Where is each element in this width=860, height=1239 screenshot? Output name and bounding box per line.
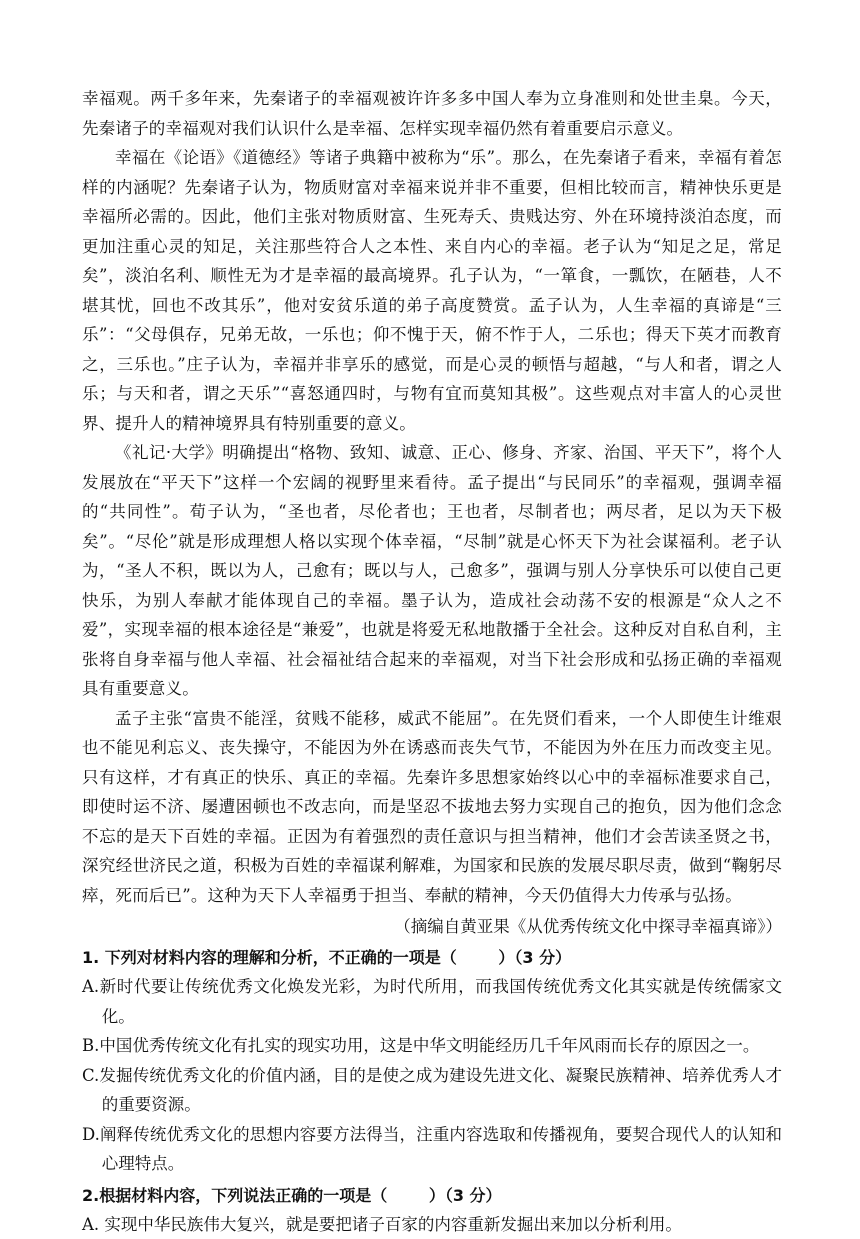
passage-paragraph: 《礼记·大学》明确提出“格物、致知、诚意、正心、修身、齐家、治国、平天下”，将个人发展放在“平天下”这样一个宏阔的视野里来看待。孟子提出“与民同乐”的幸福观，强调幸福的“共同性”。荀子认为，“圣也者，尽伦者也；王也者，尽制者也；两尽者，足以为天下极矣”。“尽伦”就是形成理想人格以实现个体幸福，“尽制”就是心怀天下为社会谋福利。老子认为，“圣人不积，既以为人，己愈有；既以与人，己愈多”，强调与别人分享快乐可以使自己更快乐，为别人奉献才能体现自己的幸福。墨子认为，造成社会动荡不安的根源是“众人之不爱”，实现幸福的根本途径是“兼爱”，也就是将爱无私地散播于全社会。这种反对自私自利，主张将自身幸福与他人幸福、社会福祉结合起来的幸福观，对当下社会形成和弘扬正确的幸福观具有重要意义。	[82, 438, 782, 704]
passage-paragraph: 孟子主张“富贵不能淫，贫贱不能移，威武不能屈”。在先贤们看来，一个人即使生计维艰也不能见利忘义、丧失操守，不能因为外在诱惑而丧失气节，不能因为外在压力而改变主见。只有这样，才有真正的快乐、真正的幸福。先秦许多思想家始终以心中的幸福标准要求自己，即使时运不济、屡遭困顿也不改志向，而是坚忍不拔地去努力实现自己的抱负，因为他们念念不忘的是天下百姓的幸福。正因为有着强烈的责任意识与担当精神，他们才会苦读圣贤之书，深究经世济民之道，积极为百姓的幸福谋利解难，为国家和民族的发展尽职尽责，做到“鞠躬尽瘁，死而后已”。这种为天下人幸福勇于担当、奉献的精神，今天仍值得大力传承与弘扬。	[82, 704, 782, 911]
passage-source: （摘编自黄亚果《从优秀传统文化中探寻幸福真谛》）	[82, 912, 782, 941]
question-stem	[82, 943, 782, 972]
question-score: ）（3 分）	[429, 1186, 502, 1205]
question-stem	[82, 1181, 782, 1210]
option-a: A.新时代要让传统优秀文化焕发光彩，为时代所用，而我国传统优秀文化其实就是传统儒家文化。	[82, 972, 782, 1031]
question-stem-text: 2.根据材料内容，下列说法正确的一项是（	[82, 1186, 387, 1205]
option-d: D.阐释传统优秀文化的思想内容要方法得当，注重内容选取和传播视角，要契合现代人的认知和心理特点。	[82, 1120, 782, 1179]
question-2	[82, 1181, 782, 1239]
option-a: A. 实现中华民族伟大复兴，就是要把诸子百家的内容重新发掘出来加以分析利用。	[82, 1210, 782, 1239]
question-1	[82, 943, 782, 1179]
passage	[82, 84, 782, 941]
question-stem-text: 1. 下列对材料内容的理解和分析，不正确的一项是（	[82, 948, 457, 967]
question-score: ）（3 分）	[498, 948, 571, 967]
option-b: B.中国优秀传统文化有扎实的现实功用，这是中华文明能经历几千年风雨而长存的原因之一。	[82, 1031, 782, 1061]
passage-paragraph: 幸福观。两千多年来，先秦诸子的幸福观被许许多多中国人奉为立身准则和处世圭臬。今天，先秦诸子的幸福观对我们认识什么是幸福、怎样实现幸福仍然有着重要启示意义。	[82, 84, 782, 143]
option-c: C.发掘传统优秀文化的价值内涵，目的是使之成为建设先进文化、凝聚民族精神、培养优秀人才的重要资源。	[82, 1061, 782, 1120]
passage-paragraph: 幸福在《论语》《道德经》等诸子典籍中被称为“乐”。那么，在先秦诸子看来，幸福有着怎样的内涵呢？先秦诸子认为，物质财富对幸福来说并非不重要，但相比较而言，精神快乐更是幸福所必需的。因此，他们主张对物质财富、生死寿夭、贵贱达穷、外在环境持淡泊态度，而更加注重心灵的知足，关注那些符合人之本性、来自内心的幸福。老子认为“知足之足，常足矣”，淡泊名利、顺性无为才是幸福的最高境界。孔子认为，“一箪食，一瓢饮，在陋巷，人不堪其忧，回也不改其乐”，他对安贫乐道的弟子高度赞赏。孟子认为，人生幸福的真谛是“三乐”：“父母俱存，兄弟无故，一乐也；仰不愧于天，俯不怍于人，二乐也；得天下英才而教育之，三乐也。”庄子认为，幸福并非享乐的感觉，而是心灵的顿悟与超越，“与人和者，谓之人乐；与天和者，谓之天乐”“喜怒通四时，与物有宜而莫知其极”。这些观点对丰富人的心灵世界、提升人的精神境界具有特别重要的意义。	[82, 143, 782, 438]
